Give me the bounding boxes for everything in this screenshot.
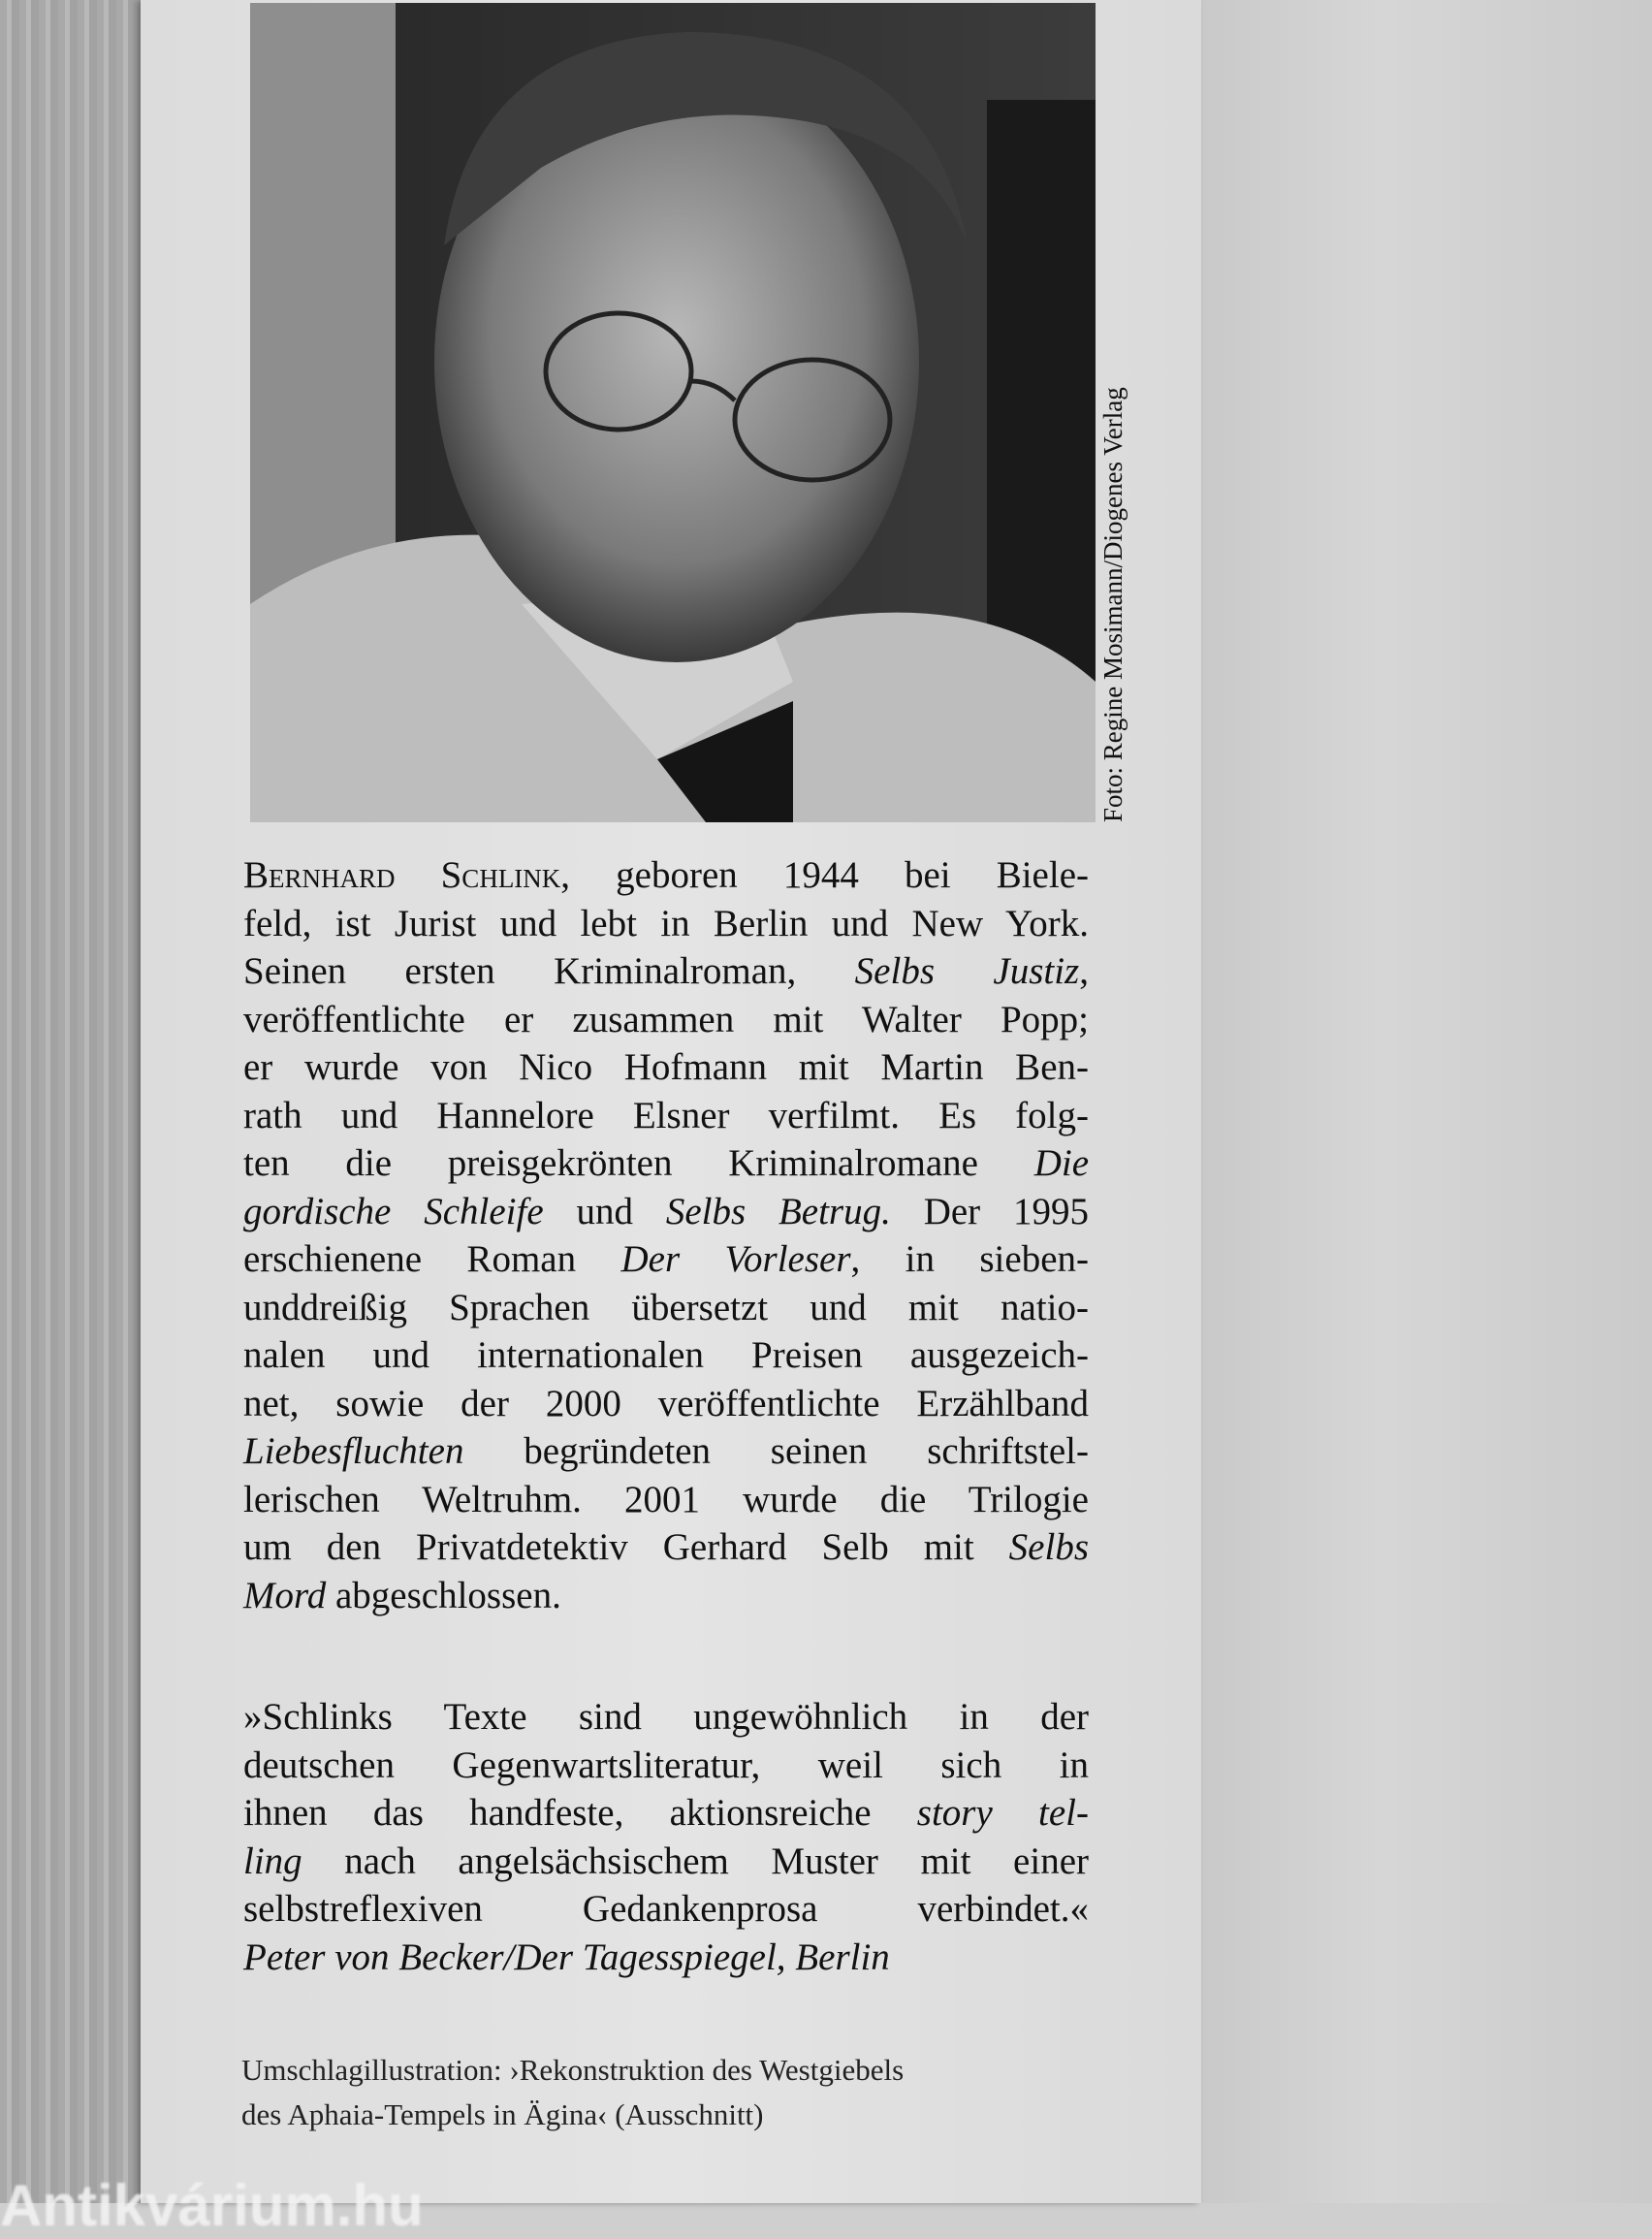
text-line	[243, 1043, 1089, 1092]
text-line	[243, 1934, 1089, 1982]
text-segment: »Schlinks Texte sind ungewöhnlich in der	[243, 1696, 1089, 1738]
footer-line: Umschlagillustration: ›Rekonstruktion des Westgiebels	[241, 2053, 905, 2087]
italic-title: Der Vorleser	[620, 1238, 851, 1280]
text-segment: deutschen Gegenwartsliteratur, weil sich in	[243, 1743, 1089, 1786]
text-line	[243, 996, 1089, 1044]
text-segment: abgeschlossen.	[326, 1574, 561, 1616]
text-line	[243, 1380, 1089, 1428]
text-line	[243, 1235, 1089, 1284]
text-segment: ,	[1079, 950, 1089, 992]
text-segment: , geboren 1944 bei Biele-	[560, 854, 1089, 896]
italic-title: Mord	[243, 1574, 327, 1616]
text-segment: , in sieben-	[850, 1238, 1089, 1280]
text-line	[243, 1742, 1089, 1790]
text-segment: Der 1995	[890, 1190, 1090, 1232]
italic-title: gordische Schleife	[243, 1190, 544, 1232]
text-segment: begründeten seinen schriftstel-	[463, 1430, 1089, 1472]
author-biography	[243, 851, 1089, 1619]
italic-title: story tel-	[916, 1792, 1089, 1834]
text-segment: unddreißig Sprachen übersetzt und mit natio-	[243, 1286, 1089, 1328]
text-line	[243, 1331, 1089, 1380]
italic-title: Selbs Betrug.	[665, 1190, 891, 1232]
text-line	[243, 900, 1089, 948]
press-quote	[243, 1693, 1089, 1981]
text-line	[243, 1789, 1089, 1838]
text-segment: feld, ist Jurist und lebt in Berlin und New York.	[243, 902, 1089, 944]
text-segment: ten die preisgekrönten Kriminalromane	[243, 1142, 1034, 1184]
text-line	[243, 1092, 1089, 1140]
text-line	[243, 1139, 1089, 1188]
text-line	[243, 1693, 1089, 1742]
text-line	[243, 1838, 1089, 1886]
watermark: Antikvárium.hu	[0, 2173, 424, 2238]
text-line	[243, 1188, 1089, 1236]
italic-title: ling	[243, 1839, 302, 1882]
author-portrait	[250, 3, 1096, 822]
italic-title: Peter von Becker/Der Tagesspiegel, Berlin	[243, 1935, 890, 1978]
text-segment: rath und Hannelore Elsner verfilmt. Es folg-	[243, 1094, 1089, 1136]
text-line	[243, 1572, 1089, 1620]
text-line	[243, 851, 1089, 900]
italic-title: Selbs	[1008, 1526, 1089, 1568]
italic-title: Die	[1033, 1142, 1089, 1184]
text-segment: um den Privatdetektiv Gerhard Selb mit	[243, 1526, 1009, 1568]
text-segment: ihnen das handfeste, aktionsreiche	[243, 1792, 917, 1834]
text-segment: er wurde von Nico Hofmann mit Martin Ben-	[243, 1046, 1089, 1088]
italic-title: Selbs Justiz	[854, 950, 1080, 992]
text-segment: Seinen ersten Kriminalroman,	[243, 950, 855, 992]
text-segment: Bernhard Schlink	[243, 854, 561, 896]
text-segment: nach angelsächsischem Muster mit einer	[302, 1839, 1089, 1882]
text-segment: und	[543, 1190, 666, 1232]
photo-credit: Foto: Regine Mosimann/Diogenes Verlag	[1098, 387, 1128, 822]
text-segment: lerischen Weltruhm. 2001 wurde die Trilogie	[243, 1478, 1089, 1520]
text-line	[243, 1476, 1089, 1524]
text-segment: nalen und internationalen Preisen ausgezeich-	[243, 1334, 1089, 1376]
cover-illustration-credit	[241, 2048, 1114, 2137]
background-fabric	[0, 0, 147, 2203]
text-line	[243, 1427, 1089, 1476]
text-segment: veröffentlichte er zusammen mit Walter Popp;	[243, 998, 1089, 1040]
text-segment: net, sowie der 2000 veröffentlichte Erzählband	[243, 1382, 1089, 1424]
italic-title: Liebesfluchten	[243, 1430, 464, 1472]
text-line	[243, 1523, 1089, 1572]
text-segment: erschienene Roman	[243, 1238, 621, 1280]
text-line	[243, 947, 1089, 996]
background-page	[1201, 0, 1652, 2203]
text-line	[243, 1885, 1089, 1934]
text-segment: selbstreflexiven Gedankenprosa verbindet.«	[243, 1888, 1089, 1930]
footer-line: des Aphaia-Tempels in Ägina‹ (Ausschnitt)	[241, 2097, 764, 2131]
text-line	[243, 1284, 1089, 1332]
